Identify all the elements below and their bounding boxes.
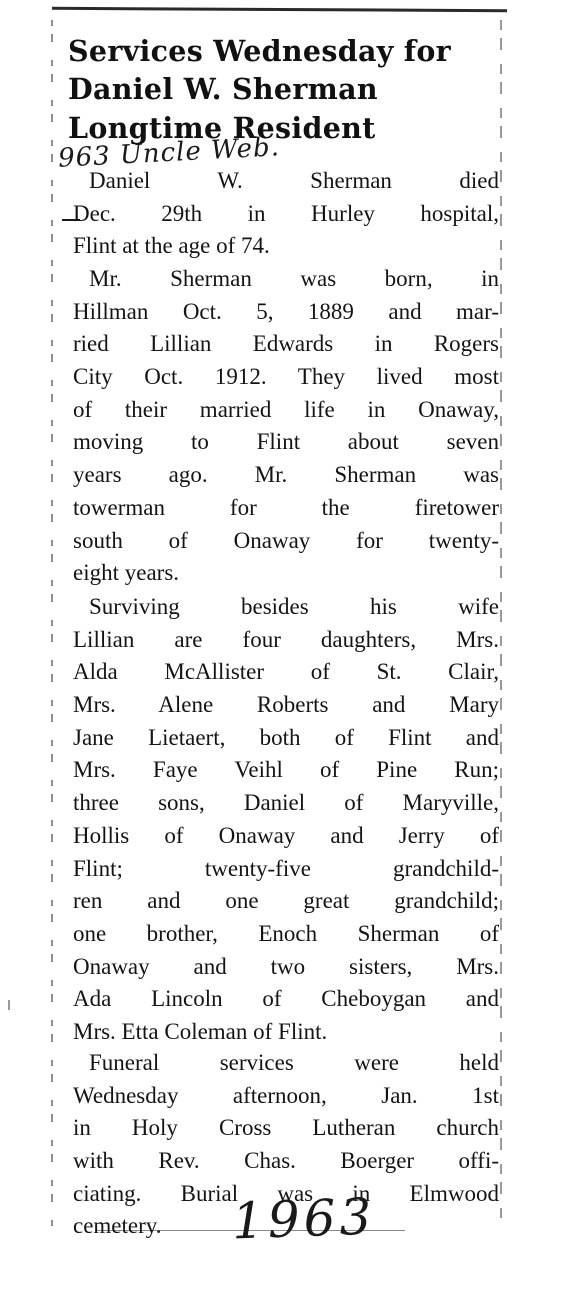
text-line: Hollis of Onaway and Jerry of: [73, 822, 499, 848]
scan-speck: [8, 1000, 10, 1010]
paragraph-biography: [73, 263, 499, 590]
text-line: ried Lillian Edwards in Rogers: [73, 331, 499, 357]
text-line: one brother, Enoch Sherman of: [73, 920, 499, 946]
text-line: towerman for the firetower: [73, 494, 499, 520]
text-line: years ago. Mr. Sherman was: [73, 462, 499, 488]
headline-line-1: Services Wednesday for: [68, 34, 451, 68]
text-line: three sons, Daniel of Maryville,: [73, 790, 499, 816]
text-line: ciating. Burial was in Elmwood: [73, 1180, 499, 1206]
text-line: ren and one great grandchild;: [73, 888, 499, 914]
handwritten-year: 1963: [231, 1187, 377, 1251]
text-line: in Holy Cross Lutheran church: [73, 1115, 499, 1141]
text-line: Jane Lietaert, both of Flint and: [73, 724, 499, 750]
text-line: Surviving besides his wife: [89, 594, 499, 619]
headline-line-3: Longtime Resident: [68, 111, 376, 145]
paragraph-survivors: [73, 591, 499, 1049]
text-line: cemetery.: [73, 1213, 162, 1239]
handwritten-note: 963 Uncle Web.: [57, 132, 281, 174]
text-line: Wednesday afternoon, Jan. 1st: [73, 1082, 499, 1108]
clipping-right-edge: [500, 20, 502, 1220]
text-line: Mr. Sherman was born, in: [89, 266, 499, 291]
text-line: Onaway and two sisters, Mrs.: [73, 953, 499, 979]
text-line: Hillman Oct. 5, 1889 and mar-: [73, 298, 499, 324]
text-line: Alda McAllister of St. Clair,: [73, 659, 499, 685]
clipping-top-edge: [52, 7, 507, 12]
text-line: south of Onaway for twenty-: [73, 527, 499, 553]
text-line: Mrs. Etta Coleman of Flint.: [73, 1018, 328, 1044]
clipping-left-edge: [51, 20, 53, 1230]
text-line: with Rev. Chas. Boerger offi-: [73, 1148, 499, 1174]
paragraph-death-notice: [73, 165, 499, 263]
text-line: eight years.: [73, 560, 180, 586]
text-line: moving to Flint about seven: [73, 429, 499, 455]
text-line: Ada Lincoln of Cheboygan and: [73, 986, 499, 1012]
text-line: City Oct. 1912. They lived most: [73, 364, 499, 390]
headline-line-2: Daniel W. Sherman: [68, 72, 378, 106]
text-line: Flint; twenty-five grandchild-: [73, 855, 499, 881]
text-line: Dec. 29th in Hurley hospital,: [73, 200, 499, 226]
text-line: Daniel W. Sherman died: [89, 168, 499, 193]
text-line: Lillian are four daughters, Mrs.: [73, 626, 499, 652]
text-line: Mrs. Alene Roberts and Mary: [73, 692, 499, 718]
text-line: of their married life in Onaway,: [73, 396, 499, 422]
text-line: Funeral services were held: [89, 1050, 499, 1075]
text-line: Flint at the age of 74.: [73, 233, 270, 259]
text-line: Mrs. Faye Veihl of Pine Run;: [73, 757, 499, 783]
